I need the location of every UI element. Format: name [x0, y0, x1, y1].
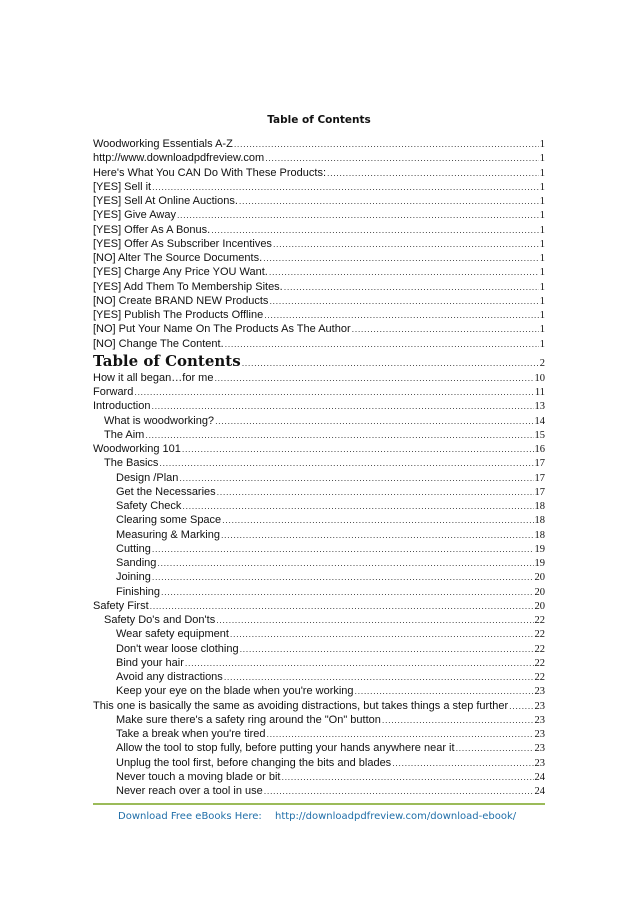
toc-dot-leader [217, 485, 534, 499]
toc-entry-title: Allow the tool to stop fully, before putting your hands anywhere near it [116, 742, 455, 755]
toc-entry[interactable] [93, 471, 545, 485]
toc-entry[interactable] [93, 613, 545, 627]
toc-entry-page: 18 [534, 515, 545, 527]
toc-entry-page: 19 [534, 543, 545, 555]
toc-entry[interactable] [93, 528, 545, 542]
toc-entry-title: [YES] Offer As Subscriber Incentives [93, 237, 272, 250]
toc-entry-title: Cutting [116, 542, 151, 555]
toc-dot-leader [230, 627, 534, 641]
toc-entry-page: 11 [534, 387, 545, 398]
toc-entry[interactable] [93, 151, 545, 165]
toc-entry[interactable] [93, 485, 545, 499]
toc-entry-page: 20 [534, 586, 545, 598]
toc-entry-page: 23 [534, 743, 545, 755]
toc-dot-leader [265, 151, 539, 165]
toc-entry-title: Safety Do's and Don'ts [104, 614, 216, 626]
toc-dot-leader [151, 399, 533, 413]
toc-entry[interactable] [93, 741, 545, 755]
toc-entry-title: Don't wear loose clothing [116, 642, 239, 655]
toc-entry-page: 24 [534, 771, 545, 783]
toc-dot-leader [355, 684, 534, 698]
toc-entry-title: [NO] Create BRAND NEW Products [93, 294, 269, 307]
toc-entry-title: [YES] Sell it [93, 180, 152, 193]
toc-entry[interactable] [93, 180, 545, 194]
toc-entry[interactable] [93, 280, 545, 294]
toc-dot-leader [264, 308, 539, 322]
toc-entry-title: [NO] Put Your Name On The Products As The Author [93, 323, 351, 336]
toc-entry[interactable] [93, 294, 545, 308]
toc-entry-title: Woodworking Essentials A-Z [93, 138, 233, 150]
toc-entry-page: 17 [534, 472, 545, 484]
toc-entry-title: [YES] Give Away [93, 209, 176, 222]
toc-entry[interactable] [93, 322, 545, 336]
toc-entry-title: Introduction [93, 400, 151, 413]
toc-entry-title: Never touch a moving blade or bit [116, 770, 281, 783]
toc-dot-leader [161, 585, 533, 599]
toc-entry-title: Take a break when you're tired [116, 728, 266, 740]
toc-entry-title: How it all began…for me [93, 371, 214, 384]
toc-entry-page: 18 [534, 501, 545, 512]
toc-entry-page: 1 [539, 153, 545, 165]
toc-dot-leader [327, 166, 539, 180]
toc-entry-page: 14 [534, 415, 545, 427]
toc-dot-leader [216, 613, 533, 627]
toc-dot-leader [266, 727, 533, 741]
toc-entry-page: 22 [534, 672, 545, 683]
toc-entry[interactable] [93, 351, 545, 371]
toc-entry-page: 13 [534, 401, 545, 413]
toc-dot-leader [179, 471, 533, 485]
toc-entry-page: 2 [539, 357, 545, 369]
toc-entry[interactable] [93, 570, 545, 584]
toc-entry-title: What is woodworking? [104, 414, 215, 427]
toc-entry[interactable] [93, 208, 545, 222]
toc-entry-title: [YES] Sell At Online Auctions. [93, 195, 238, 207]
toc-entry-title: Woodworking 101 [93, 443, 181, 455]
toc-entry-page: 1 [539, 181, 545, 193]
toc-entry-title: Forward [93, 386, 134, 398]
toc-dot-leader [214, 371, 533, 385]
toc-entry-title: Wear safety equipment [116, 628, 229, 641]
toc-entry-page: 1 [539, 224, 545, 236]
toc-entry[interactable] [93, 223, 545, 237]
toc-entry-page: 22 [534, 657, 545, 669]
toc-entry-page: 23 [534, 757, 545, 769]
toc-dot-leader [134, 385, 534, 399]
toc-entry[interactable] [93, 699, 545, 713]
toc-dot-leader [281, 770, 533, 784]
toc-entry-title: [YES] Offer As A Bonus. [93, 223, 211, 236]
toc-dot-leader [152, 542, 534, 556]
toc-entry-page: 23 [534, 729, 545, 740]
toc-entry[interactable] [93, 784, 545, 798]
toc-dot-leader [152, 180, 539, 194]
toc-dot-leader [269, 294, 538, 308]
toc-dot-leader [185, 656, 534, 670]
toc-dot-leader [263, 251, 539, 265]
toc-entry[interactable] [93, 442, 545, 456]
toc-entry-page: 1 [539, 167, 545, 179]
toc-dot-leader [269, 265, 539, 279]
toc-entry[interactable] [93, 499, 545, 513]
toc-dot-leader [182, 442, 534, 456]
toc-entry[interactable] [93, 251, 545, 265]
toc-entry-page: 1 [539, 210, 545, 222]
footer-link[interactable]: http://downloadpdfreview.com/download-ebook/ [275, 811, 517, 822]
toc-entry-page: 23 [534, 686, 545, 698]
toc-entry-page: 1 [539, 281, 545, 293]
toc-entry[interactable] [93, 371, 545, 385]
toc-entry-title: [YES] Charge Any Price YOU Want. [93, 266, 268, 279]
toc-entry[interactable] [93, 428, 545, 442]
toc-entry[interactable] [93, 414, 545, 428]
toc-entry-title: Make sure there's a safety ring around the "On" button [116, 713, 381, 726]
footer-label: Download Free eBooks Here: [118, 811, 262, 822]
toc-entry[interactable] [93, 385, 545, 399]
toc-entry-title: The Basics [104, 457, 159, 470]
toc-entry[interactable] [93, 556, 545, 570]
toc-entry[interactable] [93, 194, 545, 208]
toc-entry-page: 1 [539, 338, 545, 350]
toc-entry[interactable] [93, 399, 545, 413]
toc-entry-page: 1 [539, 295, 545, 307]
toc-entry[interactable] [93, 770, 545, 784]
toc-entry[interactable] [93, 670, 545, 684]
toc-entry-page: 20 [534, 572, 545, 584]
toc-entry-page: 22 [534, 643, 545, 655]
toc-entry[interactable] [93, 585, 545, 599]
toc-dot-leader [352, 322, 539, 336]
toc-entry[interactable] [93, 166, 545, 180]
toc-entry[interactable] [93, 337, 545, 351]
toc-dot-leader [273, 237, 539, 251]
page-title: Table of Contents [267, 114, 371, 126]
toc-entry-title: Safety First [93, 599, 149, 612]
toc-dot-leader [222, 513, 533, 527]
toc-entry[interactable] [93, 656, 545, 670]
toc-dot-leader [215, 414, 533, 428]
toc-entry-title: Design /Plan [116, 471, 179, 484]
toc-dot-leader [392, 756, 533, 770]
toc-dot-leader [382, 713, 534, 727]
toc-entry-title: [YES] Publish The Products Offline [93, 309, 264, 321]
toc-entry-page: 1 [539, 324, 545, 336]
toc-entry-title: Measuring & Marking [116, 528, 220, 541]
toc-entry-title: Finishing [116, 585, 161, 598]
toc-entry-title: Bind your hair [116, 656, 184, 669]
toc-entry[interactable] [93, 756, 545, 770]
toc-dot-leader [145, 428, 533, 442]
toc-dot-leader [221, 528, 534, 542]
toc-entry-title: Clearing some Space [116, 514, 222, 527]
toc-entry-page: 22 [534, 615, 545, 626]
table-of-contents [93, 137, 545, 798]
toc-entry-page: 17 [534, 486, 545, 498]
footer-divider [93, 803, 545, 805]
toc-entry-title: Safety Check [116, 500, 182, 512]
toc-entry-title: Table of Contents [93, 351, 241, 370]
toc-entry-page: 1 [539, 238, 545, 250]
toc-entry-title: Keep your eye on the blade when you're working [116, 685, 354, 698]
toc-dot-leader [456, 741, 534, 755]
toc-entry-title: Joining [116, 571, 151, 584]
toc-dot-leader [159, 456, 533, 470]
toc-entry-title: Avoid any distractions [116, 671, 223, 683]
toc-entry-page: 20 [534, 600, 545, 612]
toc-entry[interactable] [93, 642, 545, 656]
toc-entry-page: 16 [534, 444, 545, 455]
toc-entry-page: 23 [534, 700, 545, 712]
toc-entry[interactable] [93, 137, 545, 151]
toc-entry[interactable] [93, 684, 545, 698]
toc-entry[interactable] [93, 237, 545, 251]
toc-entry[interactable] [93, 513, 545, 527]
toc-dot-leader [224, 670, 534, 684]
toc-dot-leader [152, 570, 534, 584]
toc-entry-page: 23 [534, 714, 545, 726]
toc-entry-page: 24 [534, 786, 545, 797]
toc-entry[interactable] [93, 727, 545, 741]
toc-dot-leader [177, 208, 539, 222]
toc-entry-title: Sanding [116, 557, 157, 569]
toc-entry-page: 18 [534, 529, 545, 541]
toc-entry-title: The Aim [104, 428, 145, 441]
toc-dot-leader [150, 599, 534, 613]
toc-entry-page: 17 [534, 458, 545, 470]
toc-entry[interactable] [93, 627, 545, 641]
toc-dot-leader [234, 137, 539, 151]
toc-entry-title: http://www.downloadpdfreview.com [93, 152, 265, 165]
toc-entry-page: 19 [534, 558, 545, 569]
toc-entry[interactable] [93, 713, 545, 727]
toc-dot-leader [240, 642, 534, 656]
toc-entry[interactable] [93, 456, 545, 470]
toc-entry[interactable] [93, 599, 545, 613]
footer [118, 811, 516, 822]
toc-entry-title: This one is basically the same as avoiding distractions, but takes things a step further [93, 699, 509, 712]
toc-entry-page: 15 [534, 429, 545, 441]
toc-entry-title: Get the Necessaries [116, 485, 216, 498]
toc-entry-title: Here's What You CAN Do With These Products: [93, 166, 326, 179]
toc-entry-title: [NO] Alter The Source Documents. [93, 252, 263, 264]
toc-entry-page: 22 [534, 629, 545, 641]
toc-entry-page: 1 [539, 196, 545, 207]
toc-entry-page: 1 [539, 139, 545, 150]
toc-dot-leader [242, 353, 539, 373]
toc-dot-leader [211, 223, 539, 237]
toc-entry[interactable] [93, 542, 545, 556]
toc-entry-title: Never reach over a tool in use [116, 785, 263, 797]
toc-dot-leader [157, 556, 533, 570]
toc-dot-leader [239, 194, 539, 208]
toc-dot-leader [264, 784, 534, 798]
toc-dot-leader [225, 337, 539, 351]
toc-dot-leader [182, 499, 533, 513]
toc-entry[interactable] [93, 265, 545, 279]
toc-entry-title: [YES] Add Them To Membership Sites. [93, 280, 283, 293]
toc-dot-leader [509, 699, 533, 713]
toc-entry-page: 1 [539, 253, 545, 264]
toc-entry-page: 10 [534, 372, 545, 384]
toc-entry[interactable] [93, 308, 545, 322]
toc-entry-title: [NO] Change The Content. [93, 337, 224, 350]
toc-dot-leader [284, 280, 539, 294]
toc-entry-page: 1 [539, 267, 545, 279]
toc-entry-title: Unplug the tool first, before changing the bits and blades [116, 756, 392, 769]
toc-entry-page: 1 [539, 310, 545, 321]
